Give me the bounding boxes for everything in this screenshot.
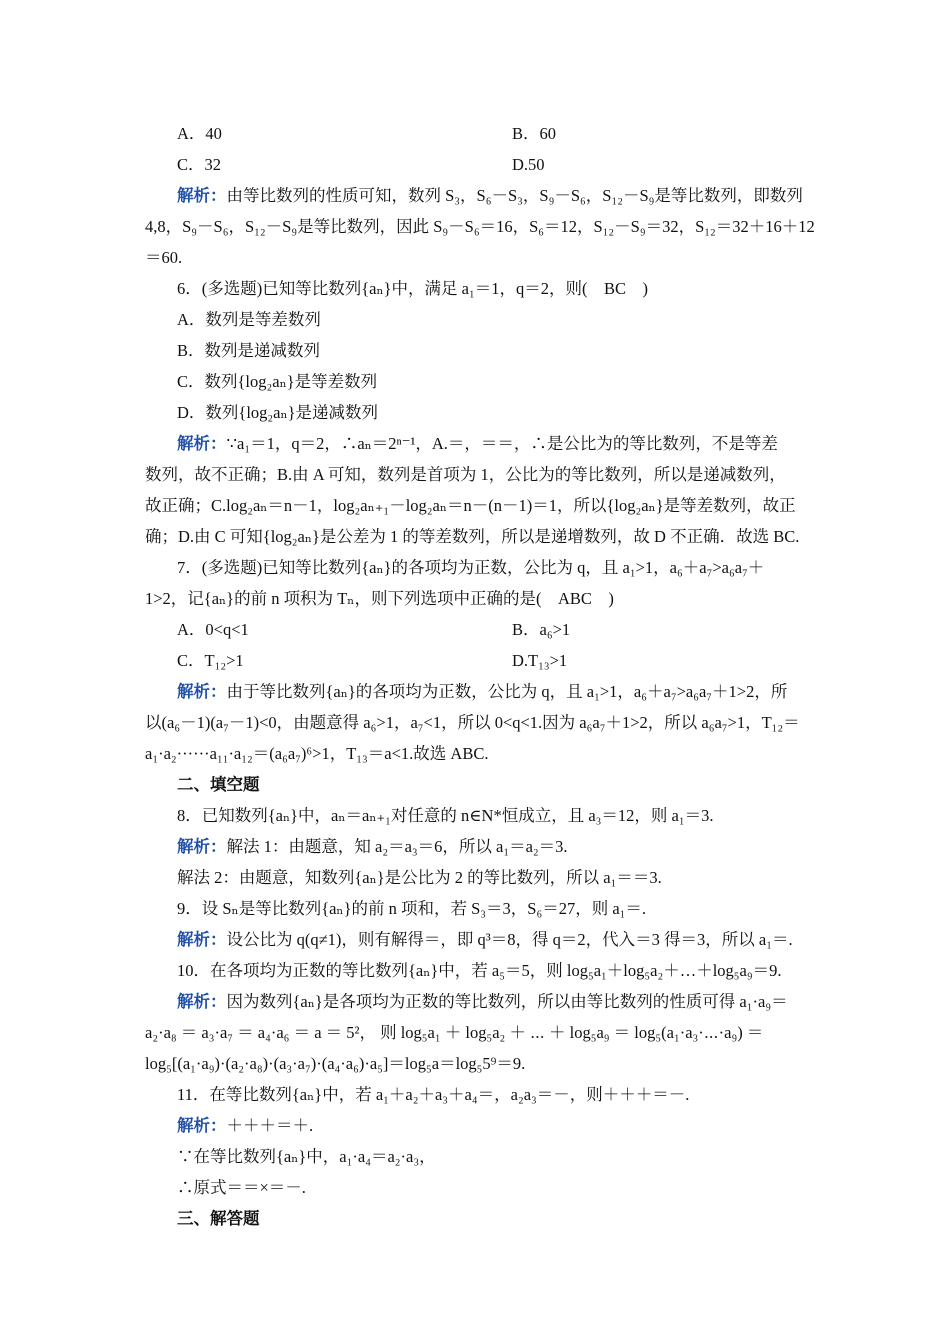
text-line: 1>2，记{aₙ}的前 n 项积为 Tₙ，则下列选项中正确的是( ABC ) — [145, 589, 614, 608]
solution-label: 解析： — [177, 930, 227, 949]
option-c: C．32 — [177, 155, 222, 174]
text-line: 故正确；C.log₂aₙ＝n－1，log₂aₙ₊₁－log₂aₙ＝n－(n－1)＝1，所以{log₂aₙ}是等差数列，故正 — [145, 496, 796, 515]
solution-text: 由等比数列的性质可知，数列 S₃，S₆－S₃，S₉－S₆，S₁₂－S₉是等比数列，即数列 — [226, 186, 803, 205]
solution-line — [0, 433, 950, 455]
solution-line — [0, 929, 950, 951]
solution-label: 解析： — [177, 992, 227, 1011]
question-6: 6．(多选题)已知等比数列{aₙ}中，满足 a₁＝1，q＝2，则( BC ) — [177, 279, 648, 298]
text-line: ∴原式＝＝×＝－. — [177, 1178, 306, 1197]
option-d: D.T₁₃>1 — [512, 651, 568, 670]
text-line: a₁·a₂······a₁₁·a₁₂＝(a₆a₇)⁶>1，T₁₃＝a<1.故选 ABC. — [145, 744, 489, 763]
solution-line — [0, 185, 950, 207]
option-b: B．60 — [512, 124, 557, 143]
text-line: log₅[(a₁·a₉)·(a₂·a₈)·(a₃·a₇)·(a₄·a₆)·a₅]＝log₅a＝log₅5⁹＝9. — [145, 1054, 526, 1073]
option-line: B．数列是递减数列 — [177, 341, 321, 360]
solution-line — [0, 1115, 950, 1137]
option-a: A．40 — [177, 124, 222, 143]
solution-label: 解析： — [177, 1116, 227, 1135]
solution-label: 解析： — [177, 837, 227, 856]
option-c: C．T₁₂>1 — [177, 651, 244, 670]
text-line: 4,8，S₉－S₆，S₁₂－S₉是等比数列，因此 S₉－S₆＝16，S₆＝12，S₁₂－S₉＝32，S₁₂＝32＋16＋12 — [145, 217, 815, 236]
options-row — [0, 123, 950, 145]
section-heading: 二、填空题 — [177, 775, 260, 794]
question-8: 8．已知数列{aₙ}中，aₙ＝aₙ₊₁对任意的 n∈N*恒成立，且 a₃＝12，则 a₁＝3. — [177, 806, 714, 825]
option-line: A．数列是等差数列 — [177, 310, 321, 329]
text-line: a₂·a₈ ＝ a₃·a₇ ＝ a₄·a₆ ＝ a ＝ 5²， 则 log₅a₁ ＋ log₅a₂ ＋ ⋯ ＋ log₅a₉ ＝ log₅(a₁·a₃·⋯·a₉) ＝ — [145, 1023, 764, 1042]
question-10: 10．在各项均为正数的等比数列{aₙ}中，若 a₅＝5，则 log₅a₁＋log₅a₂＋…＋log₅a₉＝9. — [177, 961, 782, 980]
solution-label: 解析： — [177, 682, 227, 701]
text-line: ＝60. — [145, 248, 183, 267]
options-row — [0, 650, 950, 672]
solution-text: ∵a₁＝1，q＝2，∴aₙ＝2ⁿ⁻¹，A.＝，＝＝，∴是公比为的等比数列，不是等差 — [226, 434, 778, 453]
option-b: B．a₆>1 — [512, 620, 571, 639]
solution-text: 因为数列{aₙ}是各项均为正数的等比数列，所以由等比数列的性质可得 a₁·a₉＝ — [226, 992, 788, 1011]
solution-line — [0, 681, 950, 703]
option-a: A．0<q<1 — [177, 620, 249, 639]
text-line: 解法 2：由题意，知数列{aₙ}是公比为 2 的等比数列，所以 a₁＝＝3. — [177, 868, 662, 887]
section-heading: 三、解答题 — [177, 1209, 260, 1228]
solution-text: 由于等比数列{aₙ}的各项均为正数，公比为 q，且 a₁>1，a₆＋a₇>a₆a₇＋1>2，所 — [226, 682, 788, 701]
text-line: 数列，故不正确；B.由 A 可知，数列是首项为 1，公比为的等比数列，所以是递减数列， — [145, 465, 786, 484]
options-row — [0, 154, 950, 176]
solution-text: ＋＋＋＝＋. — [226, 1116, 314, 1135]
option-line: D．数列{log₂aₙ}是递减数列 — [177, 403, 379, 422]
question-7: 7．(多选题)已知等比数列{aₙ}的各项均为正数，公比为 q，且 a₁>1，a₆＋a₇>a₆a₇＋ — [177, 558, 765, 577]
question-11: 11．在等比数列{aₙ}中，若 a₁＋a₂＋a₃＋a₄＝，a₂a₃＝－，则＋＋＋＝－. — [177, 1085, 690, 1104]
text-line: 以(a₆－1)(a₇－1)<0，由题意得 a₆>1，a₇<1，所以 0<q<1.因为 a₆a₇＋1>2，所以 a₆a₇>1，T₁₂＝ — [145, 713, 800, 732]
solution-text: 解法 1：由题意，知 a₂＝a₃＝6，所以 a₁＝a₂＝3. — [226, 837, 568, 856]
solution-line — [0, 836, 950, 858]
solution-line — [0, 991, 950, 1013]
option-line: C．数列{log₂aₙ}是等差数列 — [177, 372, 378, 391]
options-row — [0, 619, 950, 641]
text-line: 确；D.由 C 可知{log₂aₙ}是公差为 1 的等差数列，所以是递增数列，故 D 不正确．故选 BC. — [145, 527, 800, 546]
solution-label: 解析： — [177, 434, 227, 453]
option-d: D.50 — [512, 155, 545, 174]
solution-text: 设公比为 q(q≠1)，则有解得＝，即 q³＝8，得 q＝2，代入＝3 得＝3，所以 a₁＝. — [226, 930, 793, 949]
question-9: 9．设 Sₙ是等比数列{aₙ}的前 n 项和，若 S₃＝3，S₆＝27，则 a₁＝. — [177, 899, 647, 918]
solution-label: 解析： — [177, 186, 227, 205]
text-line: ∵在等比数列{aₙ}中，a₁·a₄＝a₂·a₃， — [177, 1147, 436, 1166]
